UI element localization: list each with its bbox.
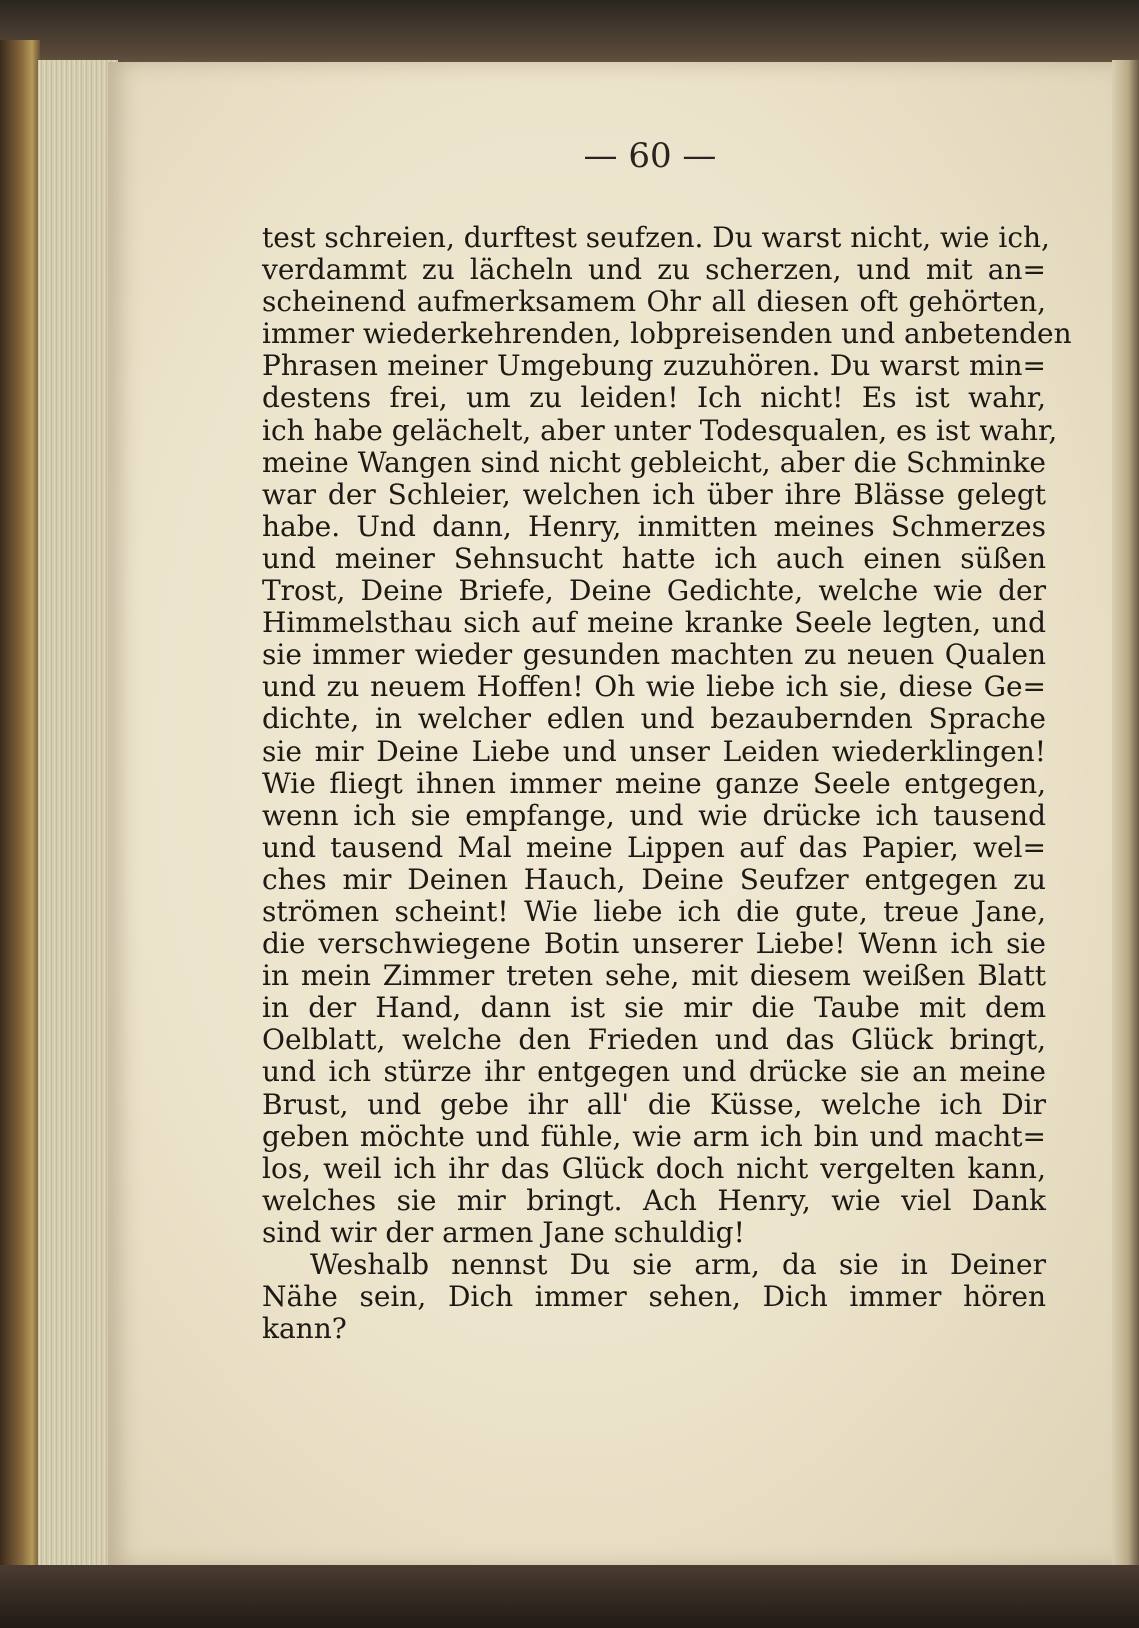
text-line: Oelblatt, welche den Frieden und das Glück bringt,: [262, 1023, 1046, 1057]
text-line: los, weil ich ihr das Glück doch nicht vergelten kann,: [262, 1151, 1046, 1185]
text-line: und zu neuem Hoffen! Oh wie liebe ich sie, diese Ge=: [262, 670, 1046, 704]
text-line: ich habe gelächelt, aber unter Todesqualen, es ist wahr,: [262, 413, 1058, 447]
text-line: sie immer wieder gesunden machten zu neuen Qualen: [262, 638, 1046, 672]
page-right-edge: [1112, 60, 1139, 1565]
text-line: strömen scheint! Wie liebe ich die gute, treue Jane,: [262, 894, 1046, 928]
text-line: Phrasen meiner Umgebung zuzuhören. Du warst min=: [262, 349, 1046, 383]
text-line: kann?: [262, 1312, 347, 1346]
text-line: welches sie mir bringt. Ach Henry, wie viel Dank: [262, 1183, 1046, 1217]
text-line: meine Wangen sind nicht gebleicht, aber die Schminke: [262, 445, 1046, 479]
book-cover-top: [0, 0, 1139, 70]
text-line: geben möchte und fühle, wie arm ich bin und macht=: [262, 1119, 1046, 1153]
text-line: und meiner Sehnsucht hatte ich auch einen süßen: [262, 541, 1046, 575]
text-line: Nähe sein, Dich immer sehen, Dich immer hören: [262, 1280, 1046, 1314]
page-number: — 60 —: [583, 136, 717, 176]
text-line: in mein Zimmer treten sehe, mit diesem weißen Blatt: [262, 959, 1046, 993]
text-line: test schreien, durftest seufzen. Du warst nicht, wie ich,: [262, 221, 1050, 254]
text-line: verdammt zu lächeln und zu scherzen, und mit an=: [262, 253, 1046, 287]
text-line: habe. Und dann, Henry, inmitten meines Schmerzes: [262, 509, 1046, 543]
book-spine-edge: [0, 40, 40, 1600]
page-stack-edge: [38, 60, 118, 1570]
text-line: scheinend aufmerksamem Ohr all diesen oft gehörten,: [262, 285, 1046, 319]
body-text: [262, 221, 1072, 1346]
text-line: sind wir der armen Jane schuldig!: [262, 1215, 745, 1249]
text-line: Weshalb nennst Du sie arm, da sie in Deiner: [310, 1248, 1046, 1281]
text-line: wenn ich sie empfange, und wie drücke ich tausend: [262, 798, 1046, 832]
text-line: und ich stürze ihr entgegen und drücke sie an meine: [262, 1055, 1046, 1089]
text-line: dichte, in welcher edlen und bezaubernden Sprache: [262, 702, 1046, 736]
text-line: in der Hand, dann ist sie mir die Taube mit dem: [262, 991, 1046, 1025]
text-line: war der Schleier, welchen ich über ihre Blässe gelegt: [262, 477, 1046, 511]
text-line: Wie fliegt ihnen immer meine ganze Seele entgegen,: [262, 766, 1046, 800]
text-line: die verschwiegene Botin unserer Liebe! Wenn ich sie: [262, 927, 1046, 961]
text-line: Brust, und gebe ihr all' die Küsse, welche ich Dir: [262, 1087, 1046, 1121]
text-line: immer wiederkehrenden, lobpreisenden und anbetenden: [262, 317, 1072, 351]
book-cover-bottom: [0, 1565, 1139, 1628]
text-line: sie mir Deine Liebe und unser Leiden wiederklingen!: [262, 734, 1046, 768]
text-line: und tausend Mal meine Lippen auf das Papier, wel=: [262, 830, 1046, 864]
text-line: ches mir Deinen Hauch, Deine Seufzer entgegen zu: [262, 862, 1046, 896]
text-line: Trost, Deine Briefe, Deine Gedichte, welche wie der: [262, 574, 1046, 608]
text-line: Himmelsthau sich auf meine kranke Seele legten, und: [262, 606, 1046, 640]
text-line: destens frei, um zu leiden! Ich nicht! Es ist wahr,: [262, 381, 1046, 415]
